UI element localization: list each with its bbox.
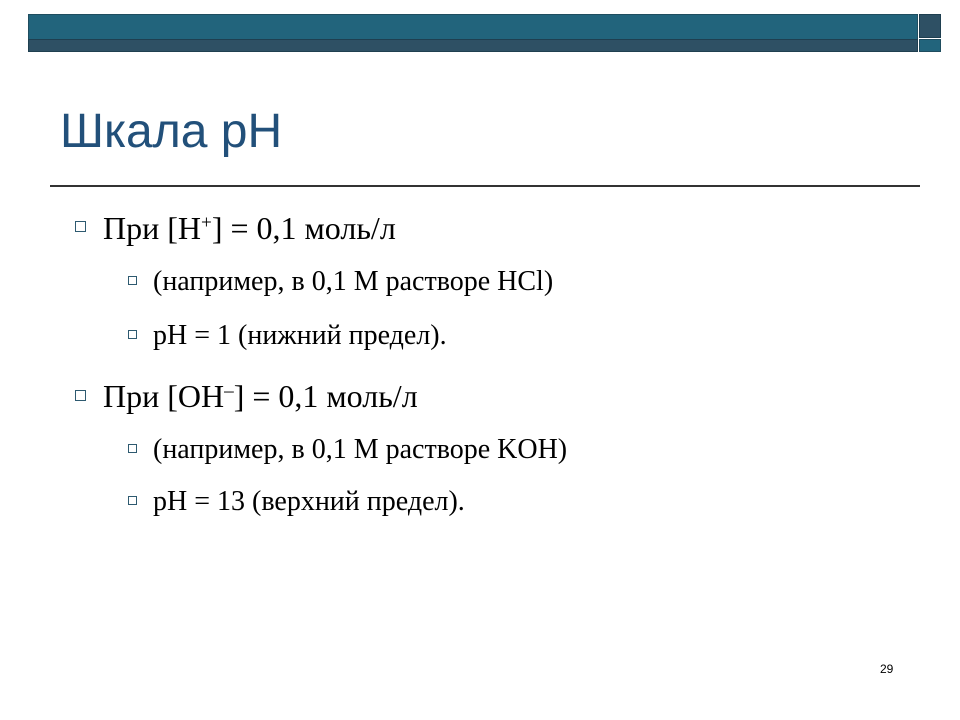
square-bullet-icon xyxy=(128,330,137,339)
square-bullet-icon xyxy=(75,221,86,232)
item-text: (например, в 0,1 М растворе HCl) xyxy=(153,266,554,297)
bullet-item-oh-concentration xyxy=(103,378,418,415)
square-bullet-icon xyxy=(75,390,86,401)
item-text: рН = 1 (нижний предел). xyxy=(153,320,447,351)
item-text-suffix: ] = 0,1 моль/л xyxy=(211,210,396,246)
item-superscript: + xyxy=(201,212,212,234)
page-number: 29 xyxy=(880,662,894,676)
item-text: (например, в 0,1 М растворе KOH) xyxy=(153,434,568,465)
item-text-suffix: ] = 0,1 моль/л xyxy=(233,378,418,414)
bullet-subitem-ph-upper xyxy=(153,486,465,518)
bullet-subitem-example-koh xyxy=(153,434,567,466)
square-bullet-icon xyxy=(128,444,137,453)
item-text-prefix: При [ОН xyxy=(103,378,225,414)
bullet-subitem-ph-lower xyxy=(153,320,447,352)
slide-title: Шкала рН xyxy=(60,105,283,158)
item-superscript: – xyxy=(224,380,234,402)
item-text: рН = 13 (верхний предел). xyxy=(153,486,465,517)
square-bullet-icon xyxy=(128,496,137,505)
item-text-prefix: При [Н xyxy=(103,210,201,246)
square-bullet-icon xyxy=(128,276,137,285)
bullet-subitem-example-hcl xyxy=(153,266,553,298)
bullet-item-h-concentration xyxy=(103,210,396,247)
